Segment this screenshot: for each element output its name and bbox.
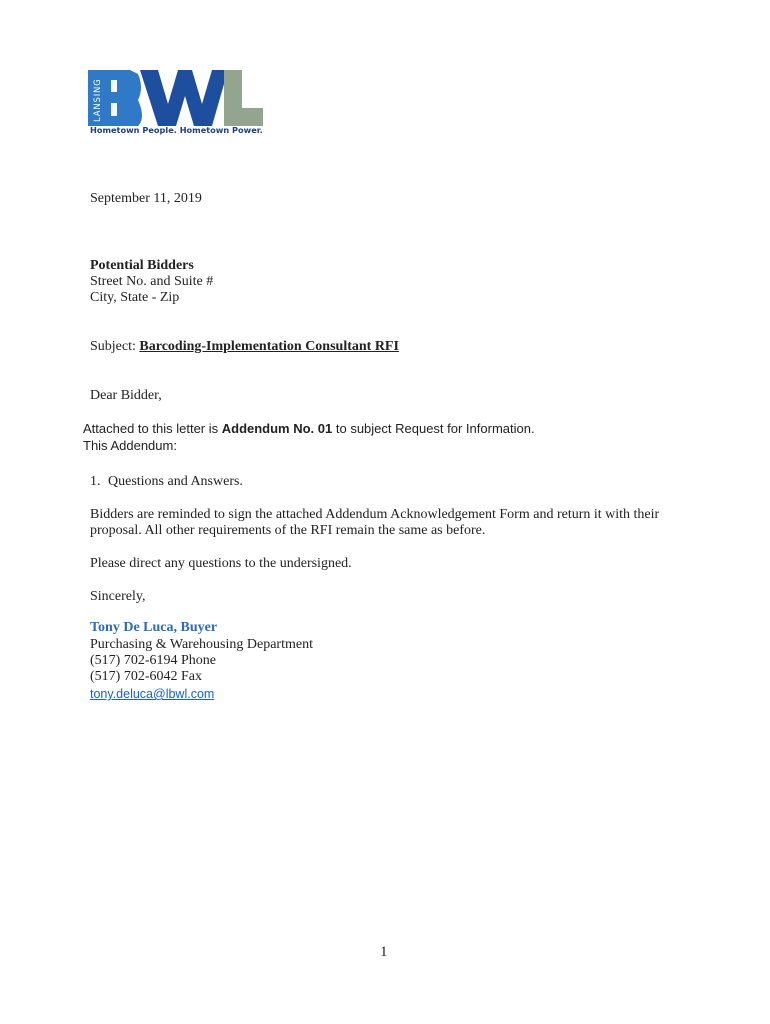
recipient-street: Street No. and Suite #	[90, 274, 214, 289]
signature-fax: (517) 702-6042 Fax	[90, 669, 202, 684]
list-item-text: Questions and Answers.	[108, 474, 243, 489]
reminder-line-1: Bidders are reminded to sign the attached Addendum Acknowledgement Form and return it with their	[90, 507, 660, 522]
signature-phone: (517) 702-6194 Phone	[90, 653, 216, 668]
subject-value: Barcoding-Implementation Consultant RFI	[139, 339, 399, 354]
recipient-city: City, State - Zip	[90, 290, 180, 305]
this-addendum-label: This Addendum:	[83, 438, 177, 453]
logo-letter-w	[140, 70, 228, 126]
logo-letter-l	[224, 70, 263, 126]
page-number: 1	[380, 944, 388, 960]
signature-department: Purchasing & Warehousing Department	[90, 637, 313, 652]
attached-after: to subject Request for Information.	[332, 421, 535, 436]
direct-questions: Please direct any questions to the undersigned.	[90, 556, 352, 571]
subject-label: Subject:	[90, 339, 140, 354]
addendum-number: Addendum No. 01	[221, 421, 333, 436]
reminder-line-2: proposal. All other requirements of the RFI remain the same as before.	[90, 523, 486, 538]
bwl-logo	[88, 70, 263, 140]
attached-before: Attached to this letter is	[83, 421, 222, 436]
bwl-logo-mark	[88, 70, 263, 126]
signature-email-link[interactable]: tony.deluca@lbwl.com	[90, 687, 215, 701]
subject-line	[90, 339, 399, 355]
signature-name: Tony De Luca, Buyer	[90, 620, 218, 635]
list-item	[90, 474, 243, 490]
list-item-number: 1.	[90, 474, 101, 489]
greeting: Dear Bidder,	[90, 388, 162, 403]
closing: Sincerely,	[90, 589, 146, 604]
logo-tagline: Hometown People. Hometown Power.	[90, 125, 263, 135]
letter-date: September 11, 2019	[90, 191, 202, 206]
logo-lansing-text: LANSING	[93, 78, 103, 122]
attached-line	[83, 421, 535, 437]
recipient-name: Potential Bidders	[90, 258, 194, 273]
